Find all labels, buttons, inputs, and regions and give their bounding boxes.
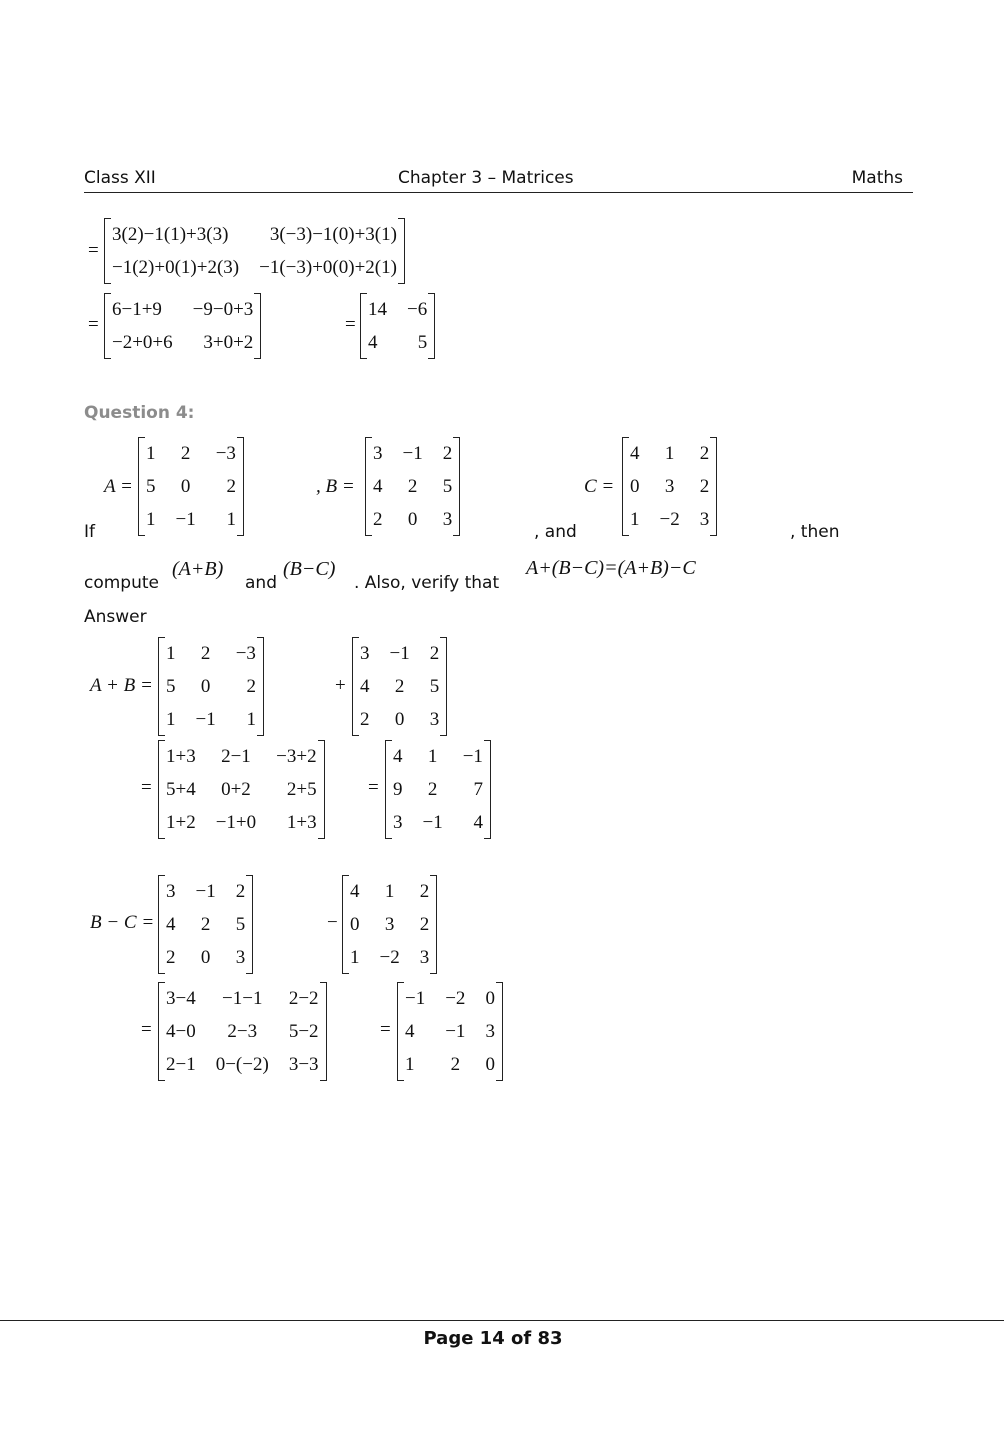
header-chapter: Chapter 3 – Matrices — [398, 168, 574, 188]
matrix-cell: 7 — [473, 779, 483, 800]
matrix-cell: 3(2)−1(1)+3(3) — [112, 224, 229, 245]
matrix-cell: 1 — [146, 443, 156, 464]
matrix-cell: 9 — [393, 779, 403, 800]
matrix-cell: 1 — [630, 509, 640, 530]
expr-b-minus-c: (B−C) — [283, 558, 336, 580]
matrix-cell: 4 — [473, 812, 483, 833]
matrix-a-in-sum — [158, 637, 264, 736]
footer-rule — [0, 1320, 1004, 1321]
matrix-cell: 0 — [350, 914, 360, 935]
matrix-cell: 2 — [429, 643, 440, 664]
matrix-cell: 3 — [373, 443, 383, 464]
matrix-cell: 5 — [417, 332, 428, 353]
matrix-cell: 1 — [384, 881, 395, 902]
matrix-cell: 3 — [393, 812, 403, 833]
matrix-cell: 0 — [407, 509, 418, 530]
matrix-cell: 1+3 — [166, 746, 196, 767]
matrix-cell: 2 — [419, 914, 430, 935]
equals-sign: = — [88, 240, 99, 261]
matrix-cell: 1 — [664, 443, 675, 464]
matrix-cell: 3 — [384, 914, 395, 935]
matrix-diff-steps — [158, 982, 327, 1081]
matrix-cell: 3−4 — [166, 988, 196, 1009]
label-matrix-a: A = — [104, 476, 133, 497]
matrix-cell: 0+2 — [221, 779, 251, 800]
matrix-cell: 2 — [200, 914, 211, 935]
matrix-cell: 3−3 — [288, 1054, 319, 1075]
matrix-cell: 2 — [699, 443, 710, 464]
and-text-2: and — [245, 573, 277, 593]
equals-sign: = — [345, 314, 356, 335]
matrix-cell: 2−1 — [166, 1054, 196, 1075]
matrix-c-in-diff — [342, 875, 437, 974]
label-b-minus-c: B − C = — [90, 912, 155, 933]
matrix-cell: −3 — [235, 643, 256, 664]
matrix-cell: 5 — [442, 476, 453, 497]
matrix-cell: 3 — [442, 509, 453, 530]
matrix-cell: 3 — [166, 881, 176, 902]
matrix-prev-result — [360, 293, 435, 359]
matrix-cell: 2 — [246, 676, 256, 697]
matrix-sum-result — [385, 740, 491, 839]
matrix-cell: 2 — [442, 443, 453, 464]
matrix-cell: 2 — [450, 1054, 461, 1075]
matrix-cell: −1 — [175, 509, 196, 530]
matrix-cell: 0−(−2) — [215, 1054, 269, 1075]
plus-sign: + — [335, 675, 346, 696]
matrix-b-in-diff — [158, 875, 253, 974]
matrix-cell: −1 — [445, 1021, 466, 1042]
matrix-cell: 5 — [429, 676, 440, 697]
matrix-cell: 2 — [699, 476, 710, 497]
matrix-cell: 1 — [246, 709, 256, 730]
matrix-cell: 2−3 — [227, 1021, 258, 1042]
matrix-cell: 3 — [235, 947, 246, 968]
label-matrix-b: , B = — [316, 476, 355, 497]
minus-sign: − — [327, 912, 338, 933]
matrix-cell: 4−0 — [166, 1021, 196, 1042]
then-text: , then — [790, 522, 840, 542]
matrix-cell: −1(2)+0(1)+2(3) — [112, 257, 240, 278]
matrix-cell: 1 — [166, 643, 176, 664]
page-number: Page 14 of 83 — [423, 1328, 563, 1349]
matrix-cell: 0 — [485, 988, 495, 1009]
matrix-cell: 5−2 — [288, 1021, 319, 1042]
matrix-cell: 1 — [166, 709, 176, 730]
matrix-cell: 3 — [664, 476, 675, 497]
matrix-cell: −1(−3)+0(0)+2(1) — [259, 257, 397, 278]
matrix-cell: −1 — [422, 812, 443, 833]
matrix-prev-step1 — [104, 218, 405, 284]
matrix-cell: 0 — [485, 1054, 495, 1075]
matrix-cell: 0 — [630, 476, 640, 497]
matrix-c — [622, 437, 717, 536]
matrix-cell: 3 — [419, 947, 430, 968]
matrix-cell: 4 — [405, 1021, 415, 1042]
matrix-cell: 1 — [405, 1054, 415, 1075]
matrix-cell: 4 — [166, 914, 176, 935]
answer-label: Answer — [84, 607, 147, 627]
matrix-cell: 1 — [427, 746, 438, 767]
matrix-b-in-sum — [352, 637, 447, 736]
matrix-cell: 1 — [226, 509, 236, 530]
matrix-cell: 2 — [180, 443, 191, 464]
matrix-cell: 4 — [393, 746, 403, 767]
matrix-cell: −1 — [405, 988, 426, 1009]
matrix-cell: −2 — [659, 509, 680, 530]
matrix-cell: −1 — [195, 709, 216, 730]
if-text: If — [84, 522, 95, 542]
matrix-cell: −1 — [462, 746, 483, 767]
and-text: , and — [534, 522, 577, 542]
matrix-cell: −2 — [445, 988, 466, 1009]
matrix-cell: 2−2 — [288, 988, 319, 1009]
matrix-b — [365, 437, 460, 536]
equals-sign: = — [88, 314, 99, 335]
matrix-cell: 4 — [630, 443, 640, 464]
matrix-cell: 5 — [166, 676, 176, 697]
matrix-cell: −3+2 — [276, 746, 317, 767]
header-class: Class XII — [84, 168, 156, 188]
matrix-cell: 3 — [485, 1021, 495, 1042]
matrix-a — [138, 437, 244, 536]
matrix-cell: 4 — [350, 881, 360, 902]
matrix-cell: −9−0+3 — [192, 299, 254, 320]
equals-sign: = — [368, 777, 379, 798]
equals-sign: = — [141, 777, 152, 798]
matrix-cell: 2 — [360, 709, 370, 730]
label-a-plus-b: A + B = — [90, 675, 153, 696]
matrix-cell: −3 — [215, 443, 236, 464]
matrix-cell: −2+0+6 — [112, 332, 173, 353]
page-header — [84, 168, 913, 193]
compute-text: compute — [84, 573, 159, 593]
equals-sign: = — [141, 1019, 152, 1040]
matrix-cell: 5+4 — [166, 779, 196, 800]
matrix-cell: 2−1 — [221, 746, 251, 767]
matrix-cell: 6−1+9 — [112, 299, 162, 320]
matrix-cell: −1−1 — [222, 988, 263, 1009]
matrix-cell: 2+5 — [286, 779, 317, 800]
matrix-cell: 0 — [200, 676, 211, 697]
matrix-cell: 5 — [146, 476, 156, 497]
matrix-cell: −2 — [379, 947, 400, 968]
expr-verify: A+(B−C)=(A+B)−C — [526, 557, 696, 579]
matrix-cell: 2 — [419, 881, 430, 902]
matrix-cell: −1 — [195, 881, 216, 902]
matrix-cell: −1+0 — [215, 812, 257, 833]
expr-a-plus-b: (A+B) — [172, 558, 224, 580]
matrix-cell: 0 — [394, 709, 405, 730]
matrix-cell: 1+3 — [286, 812, 317, 833]
matrix-cell: 4 — [373, 476, 383, 497]
matrix-cell: 2 — [407, 476, 418, 497]
matrix-cell: 1 — [146, 509, 156, 530]
matrix-cell: −6 — [407, 299, 428, 320]
matrix-cell: 2 — [394, 676, 405, 697]
matrix-cell: 5 — [235, 914, 246, 935]
matrix-cell: −1 — [402, 443, 423, 464]
matrix-cell: 4 — [360, 676, 370, 697]
verify-text: . Also, verify that — [354, 573, 500, 593]
matrix-cell: 1 — [350, 947, 360, 968]
equals-sign: = — [380, 1019, 391, 1040]
matrix-cell: 2 — [373, 509, 383, 530]
matrix-cell: 2 — [166, 947, 176, 968]
matrix-cell: 14 — [368, 299, 387, 320]
matrix-cell: 1+2 — [166, 812, 196, 833]
header-subject: Maths — [851, 168, 903, 188]
matrix-cell: 0 — [180, 476, 191, 497]
matrix-cell: 2 — [427, 779, 438, 800]
matrix-cell: 2 — [200, 643, 211, 664]
matrix-cell: 3+0+2 — [203, 332, 254, 353]
matrix-sum-steps — [158, 740, 325, 839]
matrix-diff-result — [397, 982, 503, 1081]
question-heading: Question 4: — [84, 403, 195, 423]
matrix-cell: 3 — [360, 643, 370, 664]
matrix-cell: 0 — [200, 947, 211, 968]
matrix-cell: 2 — [235, 881, 246, 902]
matrix-cell: 3(−3)−1(0)+3(1) — [269, 224, 397, 245]
matrix-cell: −1 — [389, 643, 410, 664]
matrix-cell: 2 — [226, 476, 236, 497]
label-matrix-c: C = — [584, 476, 615, 497]
matrix-cell: 3 — [429, 709, 440, 730]
matrix-cell: 4 — [368, 332, 378, 353]
matrix-prev-step2 — [104, 293, 261, 359]
matrix-cell: 3 — [699, 509, 710, 530]
